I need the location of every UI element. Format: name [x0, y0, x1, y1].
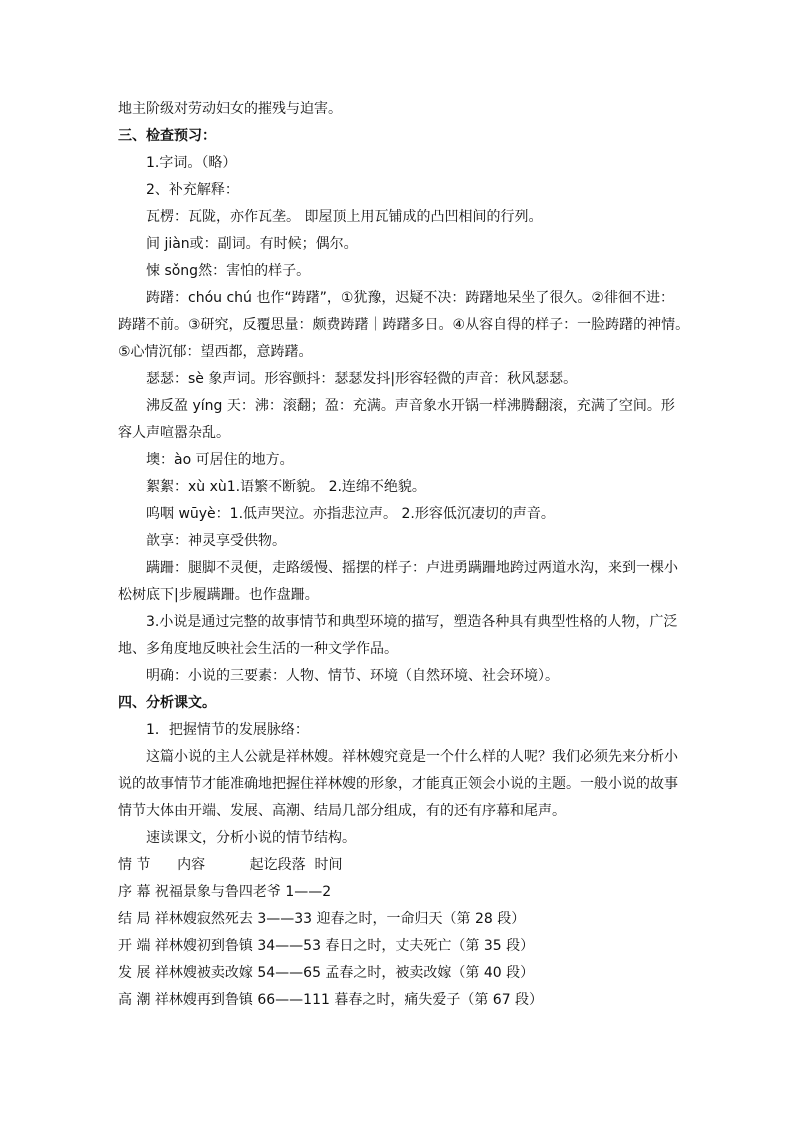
plot-table-header: 情 节 内容 起讫段落 时间	[118, 857, 343, 873]
definition-xinxiang: 歆享：神灵享受供物。	[146, 533, 286, 549]
definition-ao: 墺：ào 可居住的地方。	[146, 452, 294, 468]
novel-definition-line2: 地、多角度地反映社会生活的一种文学作品。	[118, 641, 398, 657]
definition-songran: 悚 sǒng然：害怕的样子。	[146, 263, 311, 279]
plot-table-row-development: 发 展 祥林嫂被卖改嫁 54——65 孟春之时，被卖改嫁（第 40 段）	[118, 965, 535, 981]
preview-item-vocab: 1.字词。（略）	[146, 155, 237, 171]
definition-chouchu-line3: ⑤心情沉郁：望西都，意踌躇。	[118, 344, 313, 360]
plot-table-row-ending: 结 局 祥林嫂寂然死去 3——33 迎春之时，一命归天（第 28 段）	[118, 911, 526, 927]
preview-item-explanations: 2、补充解释：	[146, 182, 239, 198]
definition-walong: 瓦楞：瓦陇，亦作瓦垄。 即屋顶上用瓦铺成的凸凹相间的行列。	[146, 209, 543, 225]
definition-wuye: 呜咽 wūyè：1.低声哭泣。亦指悲泣声。 2.形容低沉凄切的声音。	[146, 506, 555, 522]
definition-feifanyingtian-line2: 容人声喧嚣杂乱。	[118, 425, 230, 441]
definition-chouchu-line2: 踌躇不前。③研究，反覆思量：颇费踌躇｜踌躇多日。④从容自得的样子：一脸踌躇的神情。	[118, 317, 690, 333]
plot-table-row-prologue: 序 幕 祝福景象与鲁四老爷 1——2	[118, 884, 332, 900]
analysis-item-plot: 1．把握情节的发展脉络：	[146, 722, 309, 738]
definition-sese: 瑟瑟：sè 象声词。形容颤抖：瑟瑟发抖|形容轻微的声音：秋风瑟瑟。	[146, 371, 578, 387]
analysis-paragraph-line2: 说的故事情节才能准确地把握住祥林嫂的形象，才能真正领会小说的主题。一般小说的故事	[118, 776, 678, 792]
plot-table-row-climax: 高 潮 祥林嫂再到鲁镇 66——111 暮春之时，痛失爱子（第 67 段）	[118, 992, 544, 1008]
analysis-paragraph-line1: 这篇小说的主人公就是祥林嫂。祥林嫂究竟是一个什么样的人呢？我们必须先来分析小	[146, 749, 678, 765]
plot-table-row-beginning: 开 端 祥林嫂初到鲁镇 34——53 春日之时，丈夫死亡（第 35 段）	[118, 938, 535, 954]
paragraph-continuation: 地主阶级对劳动妇女的摧残与迫害。	[118, 101, 342, 117]
document-page	[118, 96, 690, 1014]
definition-xuxu: 絮絮：xù xù1.语繁不断貌。 2.连绵不绝貌。	[146, 479, 426, 495]
definition-jianhuo: 间 jiàn或：副词。有时候；偶尔。	[146, 236, 358, 252]
novel-elements: 明确：小说的三要素：人物、情节、环境（自然环境、社会环境）。	[146, 668, 559, 684]
section-heading-preview: 三、检查预习：	[118, 128, 216, 144]
section-heading-analysis: 四、分析课文。	[118, 695, 216, 711]
definition-panshan-line2: 松树底下|步履蹒跚。也作盘跚。	[118, 587, 319, 603]
definition-panshan-line1: 蹒跚：腿脚不灵便，走路缓慢、摇摆的样子：卢进勇蹒跚地跨过两道水沟，来到一棵小	[146, 560, 678, 576]
novel-definition-line1: 3.小说是通过完整的故事情节和典型环境的描写，塑造各种具有典型性格的人物，广泛	[146, 614, 678, 630]
analysis-paragraph-line3: 情节大体由开端、发展、高潮、结局几部分组成，有的还有序幕和尾声。	[118, 803, 566, 819]
definition-feifanyingtian-line1: 沸反盈 yíng 天：沸：滚翻；盈：充满。声音象水开锅一样沸腾翻滚，充满了空间。形	[146, 398, 675, 414]
analysis-instruction: 速读课文，分析小说的情节结构。	[146, 830, 356, 846]
definition-chouchu-line1: 踌躇：chóu chú 也作“踌躇”，①犹豫，迟疑不决：踌躇地呆坐了很久。②徘徊不进：	[146, 290, 674, 306]
